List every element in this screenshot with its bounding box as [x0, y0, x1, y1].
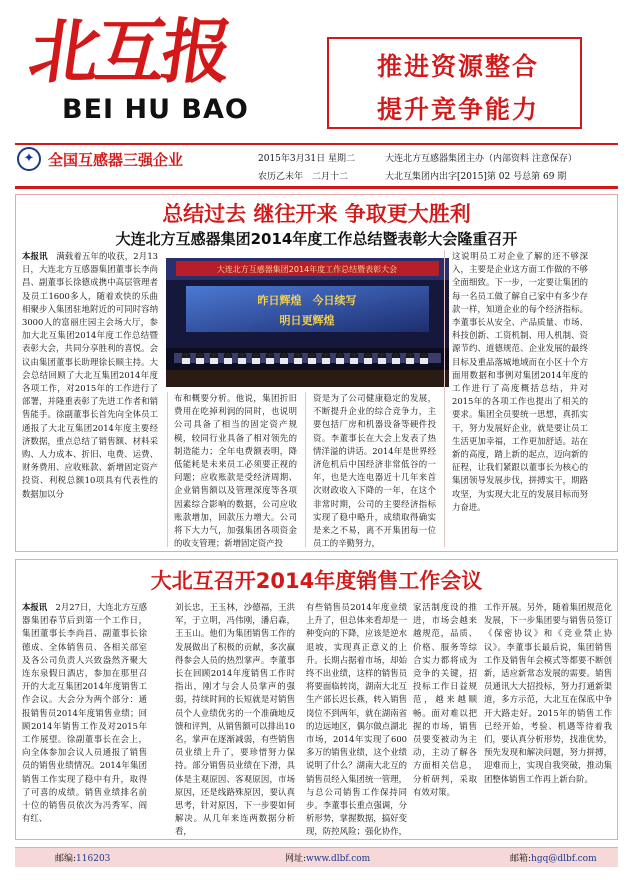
website-link[interactable]: www.dlbf.com	[306, 854, 371, 864]
article-1-column-1-text: 满载着五年的收获，2月13日，大连北方互感器集团董事长李尚昌、副董事长徐德成携中高层管理者及员工1600多人，随着欢快的乐曲相聚步入集团驻地附近的可同时容纳3000人的富丽庄园主会场大厅，参加大北互集团2014年度工作总结暨表彰大会，共同分享胜利的喜悦。会议由集团董事长助理徐长顺主持。大会总结回顾了大北互集团2014年度各项工作，对2015年的工作进行了部署，并隆重表彰了先进工作者和销售能手。徐副董事长首先向全体员工通报了大北互集团2014年度主要经济数据，重点总结了销售额、材料采购、人力成本、折旧、电费、运费、财务费用、应收账款、新增固定资产投资、利税总额10项具有代表性的数据加以分	[22, 251, 158, 499]
band-slogan: 全国互感器三强企业	[48, 151, 184, 169]
article-1-column-3: 资是为了公司健康稳定的发展，不断提升企业的综合竞争力，主要包括厂房和机器设备等硬件投资。李董事长在大会上发表了热情洋溢的讲话。2014年是世界经济危机后中国经济非常低谷的一年，也是大连电器近十几年来首次财政收入下降的一年，在这个非常时期，公司的主要经济指标实现了稳中略升，成绩取得确实是来之不易，离不开集团每一位员工的辛勤努力，	[313, 393, 436, 549]
postcode-value: 116203	[76, 854, 111, 864]
email-link[interactable]: hgq@dlbf.com	[531, 854, 597, 864]
meeting-photo	[166, 258, 449, 387]
article-2-column-1-text: 2月27日，大连北方互感器集团春节后到第一个工作日，集团董事长李尚昌、副董事长徐德成、全体销售员、各相关部室及各公司负责人兴致盎然齐聚大连东泉假日酒店，参加在那里召开的大北互集团2014年度销售工作会议。大会分为两个部分：通报销售员2014年度销售业绩；回顾2014年销售工作及对2015年工作展望。徐副董事长在会上，向全体参加会议人员通报了销售员的销售业绩情况。2014年集团销售工作实现了稳中有升，取得了可喜的成绩。销售业绩排名前十位的销售员依次为冯秀军、阎有红、	[22, 602, 147, 824]
article-2-column-5: 工作开展。另外，随着集团规范化发展，下一步集团要与销售员签订《保密协议》和《竞业禁止协议》。李董事长最后说，集团销售工作及销售年会模式等都要不断创新，适应新常态发展的需要。销售员通讯大大招投标，努力打通新渠道，多方示范，大北互在保底中争开大路走好。2015年的销售工作已经开始，考验、机遇等待着我们，要认真分析形势，找准优势，预先发现和解决问题，努力拼搏，迎难而上，实现自我突破，推动集团整体销售工作再上新台阶。	[484, 602, 612, 784]
dateline-label: 本报讯	[22, 251, 48, 261]
article-1-subheadline: 大连北方互感器集团2014年度工作总结暨表彰大会隆重召开	[115, 230, 518, 248]
article-1-column-4: 这说明员工对企业了解的还不够深入，主要是企业这方面工作做的不够全面细致。下一步，一定要让集团的每一名员工做了解自己家中有多少存款一样，知道企业的每个经济指标。李董事长从安全、产品质量、市场、科技创新、工资机制、用人机制、资源节约、道德规范、企业发展的最终目标及重品落城地域而在小区十个方面用数据和事例对集团2014年度的工作进行了高度概括总结，并对2015年的各项工作也提出了相关的要求。集团全员要统一思想，真抓实干，努力发展好企业，就是要让员工生活更加幸福，工作更加舒适。站在新的高度，踏上新的起点，迈向新的征程，让我们紧跟以董事长为核心的集团领导发展步伐，拼搏实干，期路攻坚，为实现大北互的发展目标而努力奋进。	[452, 251, 588, 512]
meeting-photo-graphic	[166, 258, 449, 387]
photo-screen-line-1: 昨日辉煌 今日续写	[257, 294, 357, 307]
slogan-line-1: 推进资源整合	[376, 52, 539, 81]
article-2-column-3: 有些销售员2014年度业绩上升了，但总体来看却是一种变向的下降，应该是逆水退坡，实现真正意义的上升。长期占据着市场，却始终不出业绩，这样的销售员将要面临转岗，湖南大北互生产部长迟长燕，转入销售岗位不到两年，就在湖南省的边远地区，偶尔做点湖北市场，2014年实现了600多万的销售业绩，这个业绩说明了什么？湖南大北互的销售员经入集团统一管理，与总公司销售工作保持同步。李董事长重点强调，分析形势，掌握数据，搞好变现，防控风险；强化协作，	[306, 602, 407, 837]
column-divider	[444, 250, 445, 547]
footer-website: 网址:www.dlbf.com	[285, 854, 371, 864]
article-2-column-1	[22, 601, 147, 837]
footer-postcode: 邮编:116203	[55, 854, 111, 864]
company-badge-icon: ✦	[17, 147, 41, 171]
footer-email: 邮箱:hgq@dlbf.com	[510, 854, 597, 864]
photo-screen-line-2: 明日更辉煌	[279, 314, 335, 327]
band-bottom-rule	[15, 186, 618, 189]
issue-host: 大连北方互感器集团主办（内部资料 注意保存）	[385, 154, 577, 164]
newspaper-logo: 北互报	[24, 10, 234, 93]
band-top-rule	[15, 143, 618, 145]
issue-number: 大北互集团内出字[2015]第 02 号总第 69 期	[385, 172, 567, 182]
slogan-line-2: 提升竞争能力	[376, 95, 539, 124]
article-2-column-4: 家活制度设的推进，市场会越来越规范，品质、价格、服务等综合实力都将成为竞争的关键，招投标工作日益规范，越来越顺畅。面对难以把握的市场，销售员要变被动为主动，主动了解各方面相关信息，分析研判，采取有效对策。	[413, 602, 477, 797]
article-1-column-2: 布和概要分析。他说，集团折旧费用在吃掉利润的同时，也说明公司具备了相当的固定资产规模，较同行业具备了相对领先的制造能力；全年电费额表明，降低能耗是未来员工必须要正视的问题；应收账款是受经济周期、企业销售额以及管理深度等各项因素综合影响的数据，公司应收账款增加，回款压力增大。公司将下大力气，加强集团各项资金的收支管理；新增固定资产投	[174, 393, 297, 549]
lunar-date: 农历乙未年 二月十二	[258, 172, 349, 182]
column-divider	[167, 392, 168, 547]
article-2-column-2: 刘长忠，王玉林，沙德福，王洪军，于立明，冯伟刚，潘启森，王玉山。他们为集团销售工作的发展做出了积极的贡献，多次赢得参会人员的热烈掌声。李董事长在回顾2014年度销售工作时指出，刚才与会人员掌声的强弱，持续时间的长短就是对销售员个人业绩优劣的一个准确地反馈和评判，从销售额可以排出10名，掌声在逐渐减弱，有些销售员业绩上升了，要珍惜努力保持。部分销售员业绩在下滑，具体是主观原因、客观原因，市场原因，还是线路殊原因，要认真思考，针对原因，下一步要如何解决。从几年来连两数据分析看，	[175, 602, 295, 837]
issue-date: 2015年3月31日 星期二	[258, 154, 355, 164]
article-1-headline: 总结过去 继往开来 争取更大胜利	[162, 202, 471, 226]
dateline-label: 本报讯	[22, 602, 48, 612]
newspaper-pinyin: BEI HU BAO	[62, 94, 249, 125]
column-divider	[305, 392, 306, 547]
photo-banner-text: 大连北方互感器集团2014年度工作总结暨表彰大会	[216, 265, 398, 274]
article-2-headline: 大北互召开2014年度销售工作会议	[150, 569, 483, 593]
article-1-column-1	[22, 250, 158, 550]
